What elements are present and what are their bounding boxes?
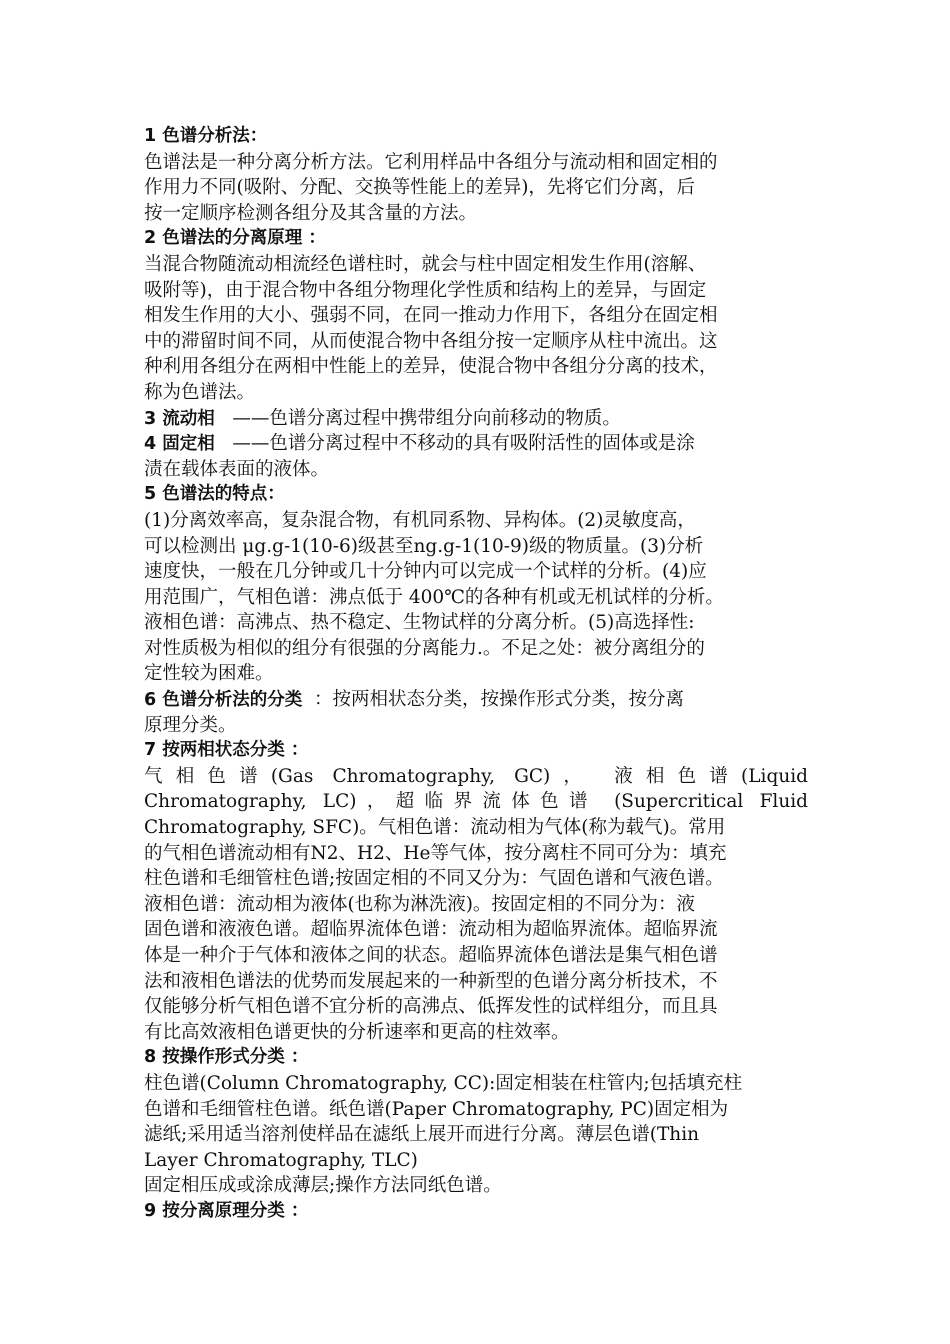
text-line: 当混合物随流动相流经色谱柱时，就会与柱中固定相发生作用(溶解、: [144, 253, 707, 275]
text-line: 有比高效液相色谱更快的分析速率和更高的柱效率。: [144, 1021, 570, 1043]
text-line: 柱色谱和毛细管柱色谱;按固定相的不同又分为：气固色谱和气液色谱。: [144, 868, 724, 890]
text-line: 的气相色谱流动相有N2、H2、He等气体，按分离柱不同可分为：填充: [144, 842, 727, 864]
inline-text: ：按两相状态分类，按操作形式分类，按分离: [302, 689, 685, 711]
text-line: 液相色谱：高沸点、热不稳定、生物试样的分离分析。(5)高选择性:: [144, 612, 695, 634]
document-page: [144, 124, 808, 1225]
text-line: 定性较为困难。: [144, 663, 274, 685]
text-line: [144, 406, 808, 432]
text-line: 固色谱和液液色谱。超临界流体色谱：流动相为超临界流体。超临界流: [144, 919, 718, 941]
section-heading: 8 按操作形式分类 ：: [144, 1047, 309, 1068]
text-line: Chromatography, SFC)。气相色谱：流动相为气体(称为载气)。常用: [144, 817, 726, 839]
text-line: 渍在载体表面的液体。: [144, 458, 330, 480]
text-line: 称为色谱法。: [144, 381, 256, 403]
text-line: 固定相压成或涂成薄层;操作方法同纸色谱。: [144, 1175, 502, 1197]
text-line: 速度快，一般在几分钟或几十分钟内可以完成一个试样的分析。(4)应: [144, 561, 707, 583]
text-line: [144, 687, 808, 713]
text-line: 可以检测出 μg.g-1(10-6)级甚至ng.g-1(10-9)级的物质量。(3)分析: [144, 535, 704, 557]
text-line: 色谱和毛细管柱色谱。纸色谱(Paper Chromatography, PC)固定相为: [144, 1098, 729, 1120]
text-line: 气相色谱(Gas Chromatography, GC)， 液相色谱(Liquid: [144, 765, 808, 787]
inline-heading: 6 色谱分析法的分类: [144, 690, 303, 711]
inline-heading: 3 流动相: [144, 408, 215, 429]
text-line: 按一定顺序检测各组分及其含量的方法。: [144, 202, 478, 224]
text-line: Chromatography, LC)，超临界流体色谱 (Supercritical Fluid: [144, 791, 808, 813]
text-line: 吸附等)，由于混合物中各组分物理化学性质和结构上的差异，与固定: [144, 279, 707, 301]
text-line: 柱色谱(Column Chromatography, CC):固定相装在柱管内;包括填充柱: [144, 1072, 743, 1094]
section-heading: 5 色谱法的特点：: [144, 484, 285, 505]
inline-heading: 4 固定相: [144, 434, 215, 455]
text-line: 仅能够分析气相色谱不宜分析的高沸点、低挥发性的试样组分，而且具: [144, 996, 718, 1018]
section-heading: 7 按两相状态分类 ：: [144, 740, 309, 761]
text-line: 作用力不同(吸附、分配、交换等性能上的差异)，先将它们分离，后: [144, 177, 695, 199]
text-line: (1)分离效率高，复杂混合物，有机同系物、异构体。(2)灵敏度高，: [144, 509, 696, 531]
section-heading: 9 按分离原理分类 ：: [144, 1200, 309, 1221]
text-line: 用范围广，气相色谱：沸点低于 400℃的各种有机或无机试样的分析。: [144, 586, 724, 608]
text-line: 种利用各组分在两相中性能上的差异，使混合物中各组分分离的技术，: [144, 356, 718, 378]
inline-text: ——色谱分离过程中不移动的具有吸附活性的固体或是涂: [214, 433, 695, 455]
text-line: 色谱法是一种分离分析方法。它利用样品中各组分与流动相和固定相的: [144, 151, 718, 173]
section-heading: 2 色谱法的分离原理 ：: [144, 228, 326, 249]
text-line: 相发生作用的大小、强弱不同，在同一推动力作用下，各组分在固定相: [144, 305, 718, 327]
text-line: 滤纸;采用适当溶剂使样品在滤纸上展开而进行分离。薄层色谱(Thin: [144, 1124, 700, 1146]
text-line: 原理分类。: [144, 714, 237, 736]
section-heading: 1 色谱分析法：: [144, 126, 268, 146]
text-line: 中的滞留时间不同，从而使混合物中各组分按一定顺序从柱中流出。这: [144, 330, 718, 352]
text-line: 体是一种介于气体和液体之间的状态。超临界流体色谱法是集气相色谱: [144, 945, 718, 966]
text-line: Layer Chromatography, TLC): [144, 1149, 418, 1171]
text-line: 液相色谱：流动相为液体(也称为淋洗液)。按固定相的不同分为：液: [144, 893, 695, 915]
inline-text: ——色谱分离过程中携带组分向前移动的物质。: [214, 407, 621, 429]
text-line: 对性质极为相似的组分有很强的分离能力.。不足之处：被分离组分的: [144, 637, 705, 659]
text-line: [144, 431, 808, 457]
text-line: 法和液相色谱法的优势而发展起来的一种新型的色谱分离分析技术，不: [144, 970, 718, 992]
